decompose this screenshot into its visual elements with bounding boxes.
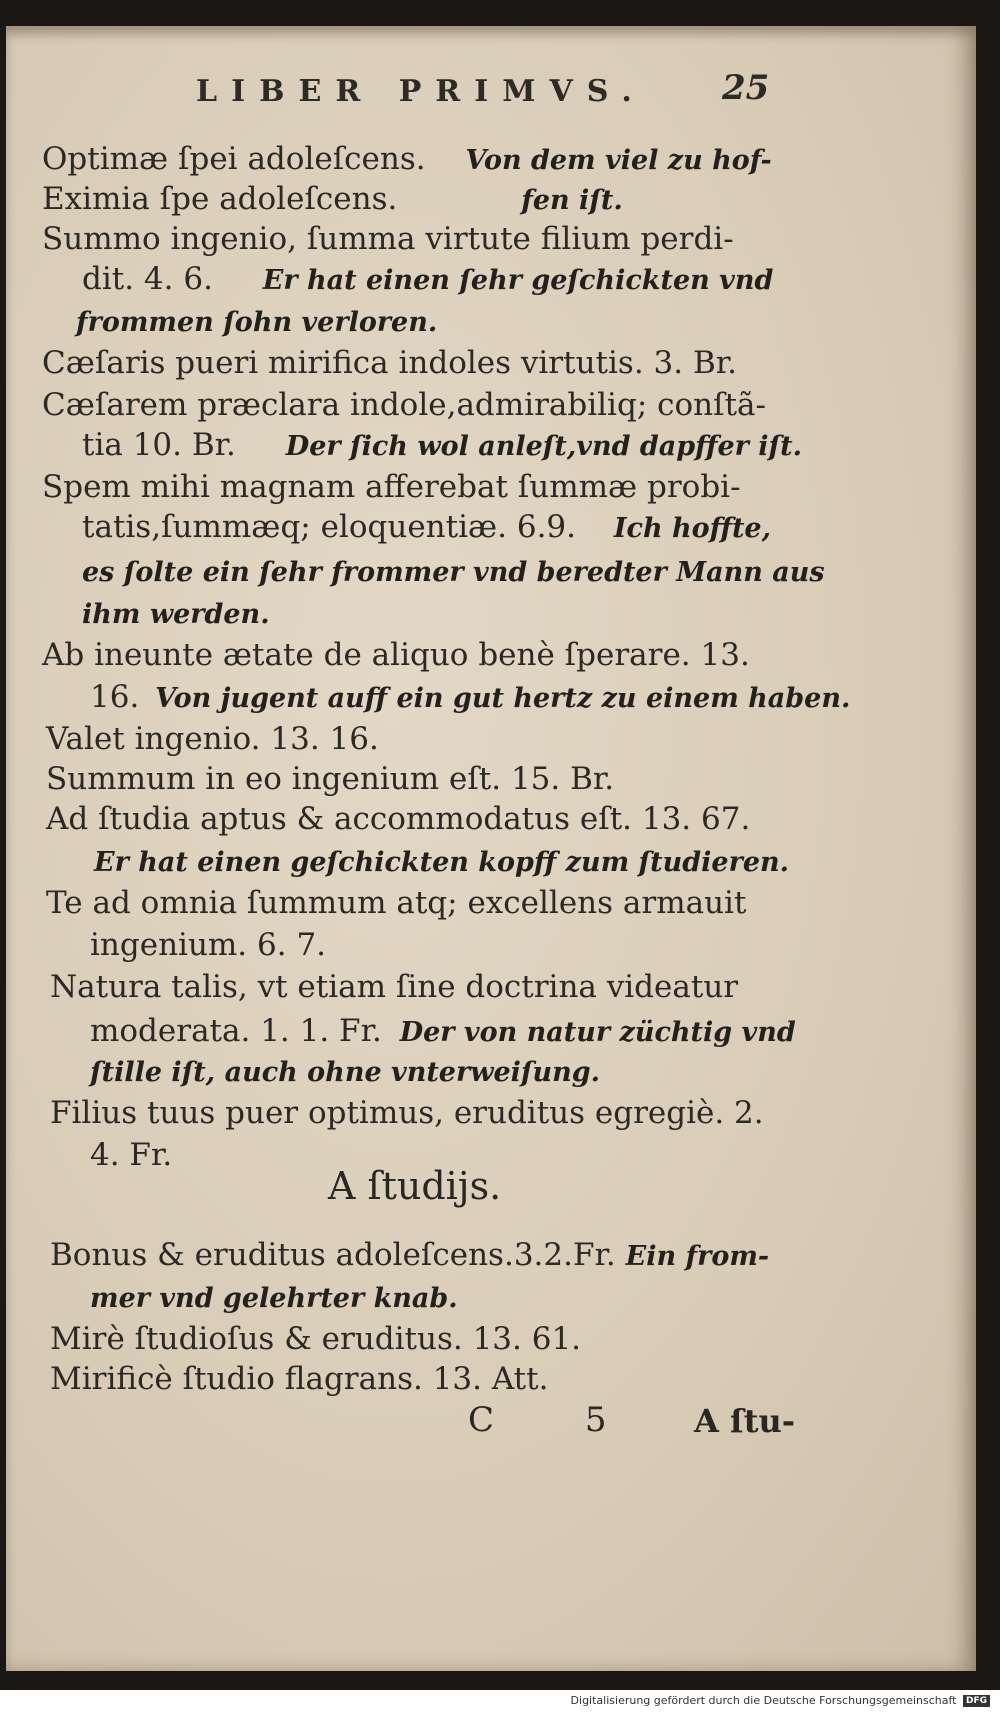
text-line <box>42 141 772 177</box>
german-text: Der ſich wol anleſt,vnd dapffer iſt. <box>285 431 803 462</box>
digitization-footer <box>0 1694 990 1707</box>
latin-text: Ad ſtudia aptus & accommodatus eſt. 13. 67. <box>46 801 751 837</box>
latin-text: Cæſarem præclara indole,admirabiliq; conſtã- <box>42 387 766 423</box>
text-line <box>42 469 741 505</box>
latin-text: Eximia ſpe adoleſcens. <box>42 181 398 217</box>
text-line <box>50 969 739 1005</box>
text-line <box>50 1361 549 1397</box>
german-text: frommen ſohn verloren. <box>76 307 438 338</box>
text-line <box>46 885 747 921</box>
text-line <box>46 761 615 797</box>
text-line <box>46 721 379 757</box>
latin-text: Ab ineunte ætate de aliquo benè ſperare. 13. <box>42 637 750 673</box>
text-line <box>42 181 623 217</box>
latin-text: Bonus & eruditus adoleſcens.3.2.Fr. <box>50 1237 616 1273</box>
text-line <box>90 1282 458 1313</box>
text-line <box>82 556 825 587</box>
text-line <box>46 801 751 837</box>
text-line <box>90 1013 796 1049</box>
text-line <box>50 1321 582 1357</box>
text-line <box>82 427 803 463</box>
latin-text: Te ad omnia ſummum atq; excellens armauit <box>46 885 747 921</box>
dfg-logo: DFG <box>963 1695 990 1707</box>
latin-text: Optimæ ſpei adoleſcens. <box>42 141 426 177</box>
german-text: es ſolte ein ſehr frommer vnd beredter Mann aus <box>82 557 825 588</box>
running-head: LIBER PRIMVS. <box>196 74 646 109</box>
latin-text: Spem mihi magnam afferebat ſummæ probi- <box>42 469 741 505</box>
page-number: 25 <box>722 68 770 108</box>
german-text: Er hat einen ſehr geſchickten vnd <box>262 265 774 296</box>
text-line <box>90 1056 600 1087</box>
latin-text: Summo ingenio, ſumma virtute filium perdi- <box>42 221 734 257</box>
text-line <box>90 679 851 715</box>
text-line <box>42 387 766 423</box>
text-line <box>42 637 750 673</box>
text-line <box>42 345 738 381</box>
latin-text: Filius tuus puer optimus, eruditus egregiè. 2. <box>50 1095 764 1131</box>
german-text: Von dem viel zu hof- <box>465 145 772 176</box>
german-text: Er hat einen geſchickten kopff zum ſtudieren. <box>94 847 790 878</box>
latin-text: 16. <box>90 679 140 715</box>
latin-text: tatis,ſummæq; eloquentiæ. 6.9. <box>82 509 577 545</box>
latin-text: dit. 4. 6. <box>82 261 213 297</box>
latin-text: Mirificè ſtudio flagrans. 13. Att. <box>50 1361 549 1397</box>
latin-text: Mirè ſtudioſus & eruditus. 13. 61. <box>50 1321 582 1357</box>
text-line <box>42 221 734 257</box>
german-text: mer vnd gelehrter knab. <box>90 1283 458 1314</box>
section-heading: A ſtudijs. <box>328 1164 502 1208</box>
signature-mark: C 5 <box>468 1400 647 1440</box>
book-page <box>6 26 976 1671</box>
latin-text: Valet ingenio. 13. 16. <box>46 721 379 757</box>
latin-text: Cæſaris pueri mirifica indoles virtutis. 3. Br. <box>42 345 738 381</box>
german-text: fen iſt. <box>521 185 623 216</box>
text-line <box>50 1237 770 1273</box>
latin-text: tia 10. Br. <box>82 427 236 463</box>
latin-text: 4. Fr. <box>90 1137 173 1173</box>
german-text: Der von natur züchtig vnd <box>399 1017 796 1048</box>
german-text: Von jugent auff ein gut hertz zu einem haben. <box>155 683 851 714</box>
latin-text: Natura talis, vt etiam ſine doctrina videatur <box>50 969 739 1005</box>
german-text: Ein from- <box>625 1241 770 1272</box>
german-text: ſtille iſt, auch ohne vnterweiſung. <box>90 1057 601 1088</box>
text-line <box>50 1095 764 1131</box>
text-line <box>90 927 327 963</box>
latin-text: Summum in eo ingenium eſt. 15. Br. <box>46 761 615 797</box>
german-text: Ich hoffte, <box>613 513 771 544</box>
latin-text: moderata. 1. 1. Fr. <box>90 1013 382 1049</box>
text-line <box>82 509 771 545</box>
catchword: A ſtu- <box>694 1402 796 1440</box>
german-text: ihm werden. <box>82 599 270 630</box>
text-line <box>82 598 270 629</box>
text-line <box>94 846 789 877</box>
text-line <box>76 306 437 337</box>
latin-text: ingenium. 6. 7. <box>90 927 327 963</box>
footer-credit: Digitalisierung gefördert durch die Deutsche Forschungsgemeinschaft <box>570 1694 957 1707</box>
text-line <box>90 1137 173 1173</box>
text-line <box>82 261 774 297</box>
